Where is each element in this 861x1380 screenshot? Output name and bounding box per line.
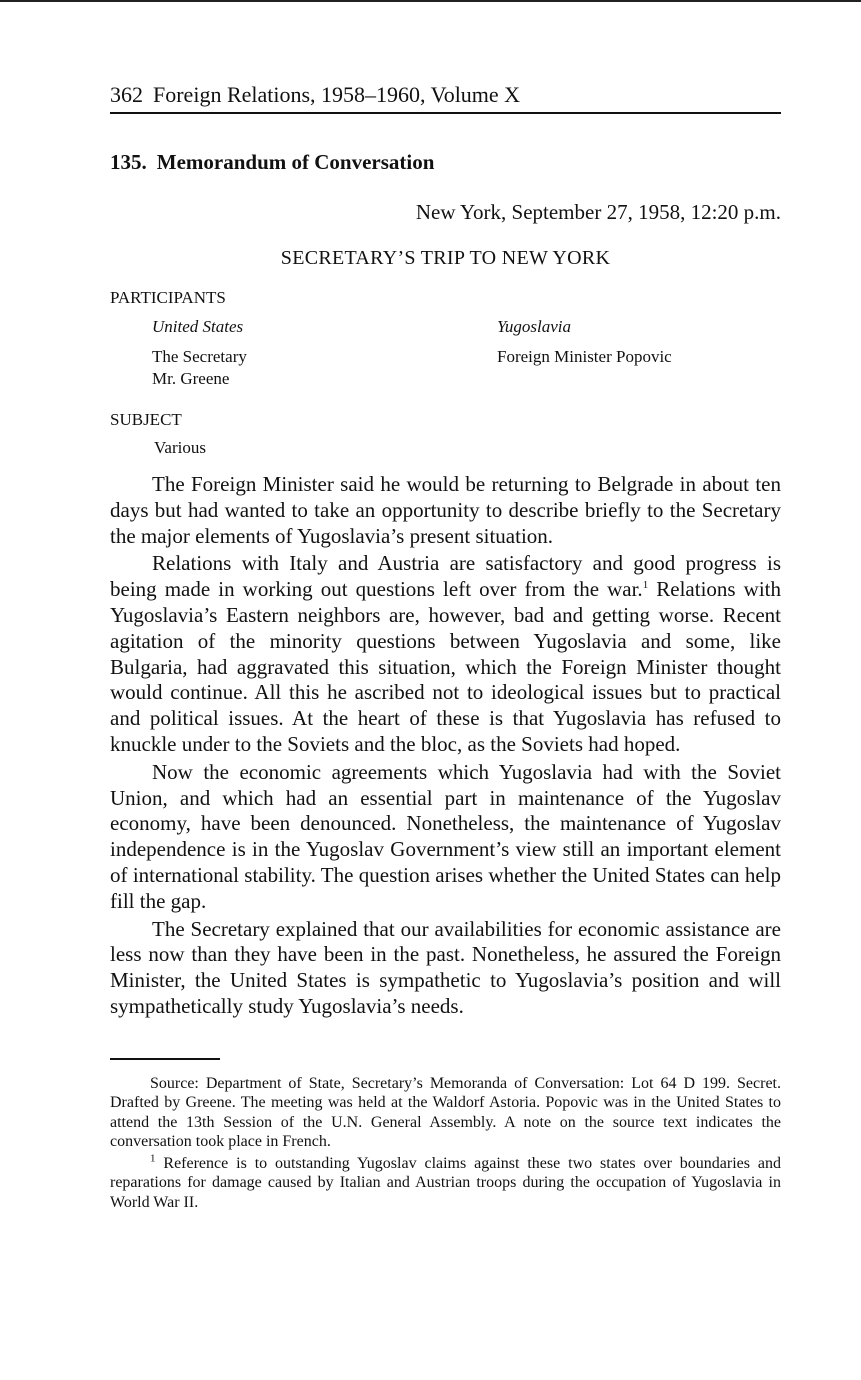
document-number: 135. [110,150,147,174]
subject-value: Various [154,438,206,457]
paragraph-text: Relations with Italy and Austria are satisfactory and good progress is being made in working out questions left over from the war. [110,551,781,602]
document-title-text: Memorandum of Conversation [156,150,435,174]
footnote-rule [110,1058,220,1060]
paragraph: Now the economic agreements which Yugoslavia had with the Soviet Union, and which had an essential part in maintenance of the Yugoslav economy, have been denounced. Nonetheless, the maintenance of Yugoslav independence is in the Yugoslav Government’s view still an important element of international stability. The question arises whether the United States can help fill the gap. [110,759,781,913]
page [110,80,781,1214]
participants-us-header: United States [152,317,244,336]
memo-body [110,472,781,1020]
document-title [110,148,781,176]
participants-columns [110,316,781,390]
participant-name: Mr. Greene [152,369,230,388]
footnote-mark: 1 [150,1152,156,1165]
paragraph: The Foreign Minister said he would be returning to Belgrade in about ten days but had wanted to take an opportunity to describe briefly to the Secretary the major elements of Yugoslavia’s present situation. [110,472,781,548]
page-number: 362 [110,82,143,107]
footnote [110,1154,781,1213]
running-head [110,80,781,114]
dateline: New York, September 27, 1958, 12:20 p.m. [415,200,781,224]
top-border [0,0,861,2]
footnote-ref: 1 [642,579,649,592]
participants-yugoslavia-header: Yugoslavia [497,317,572,336]
paragraph [110,551,781,757]
participants-label: PARTICIPANTS [110,288,226,307]
source-note: Source: Department of State, Secretary’s Memoranda of Conversation: Lot 64 D 199. Secret. Drafted by Greene. The meeting was held at the Waldorf Astoria. Popovic was in the United States to attend the 13th Session of the U.N. General Assembly. A note on the source text indicates the conversation took place in French. [110,1074,781,1151]
participant-name: Foreign Minister Popovic [497,347,672,366]
paragraph: The Secretary explained that our availabilities for economic assistance are less now than they have been in the past. Nonetheless, he assured the Foreign Minister, the United States is sympathetic to Yugoslavia’s position and will sympathetically study Yugoslavia’s needs. [110,916,781,1018]
footnotes [110,1074,781,1213]
participant-name: The Secretary [152,347,247,366]
paragraph-text: Relations with Yugoslavia’s Eastern neighbors are, however, bad and getting worse. Recent agitation of the minority questions between Yugoslavia and some, like Bulgaria, had aggravated this situation, which the Foreign Minister thought would continue. All this he ascribed not to ideological issues but to practical and political issues. At the heart of these is that Yugoslavia has refused to knuckle under to the Soviets and the bloc, as the Soviets had hoped. [110,577,781,756]
volume-title: Foreign Relations, 1958–1960, Volume X [153,82,521,107]
participants-us [152,316,497,390]
participants-yugoslavia [497,316,777,390]
caption: SECRETARY’S TRIP TO NEW YORK [280,247,611,269]
subject-label: SUBJECT [110,410,182,429]
footnote-text: Reference is to outstanding Yugoslav claims against these two states over boundaries and reparations for damage caused by Italian and Austrian troops during the occupation of Yugoslavia in World War II. [110,1154,781,1211]
